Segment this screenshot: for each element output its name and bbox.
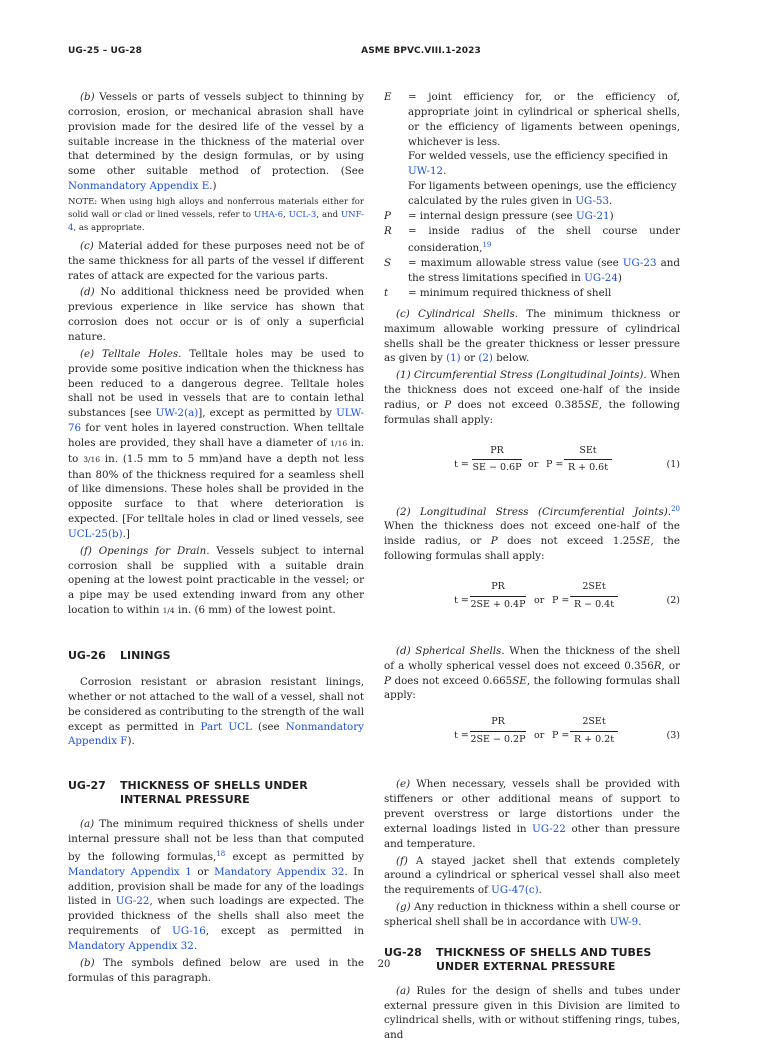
definition-E-welded: For welded vessels, use the efficiency specified in UW-12.: [408, 150, 668, 178]
equation-3: t = PR 2SE − 0.2P or P = 2SEt R + 0.2t (3): [454, 716, 680, 746]
link-ug-53[interactable]: UG-53: [575, 194, 610, 207]
paragraph-ug25-f: (f) Openings for Drain. Vessels subject to internal corrosion shall be supplied with a suitable drain opening at the lowest point practicable in the vessel; or a pipe may be used extending inward from any other location to within 1/4 in. (6 mm) of the lowest point.: [68, 544, 365, 617]
paragraph-ug27-a: (a) The minimum required thickness of shells under internal pressure shall not be less than that computed by the following formulas,$^{18}$ except as permitted by Mandatory Appendix 1 or Mandatory Appendix 32. In addition, provision shall be made for any of the loadings listed in UG-22, when such loadings are expected. The provided thickness of the shells shall also meet the requirements of UG-16, except as permitted in Mandatory Appendix 32.: [68, 818, 364, 952]
fraction: 1/4: [162, 606, 175, 616]
link-ug-22[interactable]: UG-22: [532, 822, 566, 835]
definition-R: R = inside radius of the shell course under consideration,$^{19}$: [384, 224, 680, 255]
equation-1: t = PR SE − 0.6P or P = SEt R + 0.6t (1): [454, 444, 680, 474]
paragraph-ug25-b: (b) Vessels or parts of vessels subject to thinning by corrosion, erosion, or mechanical abrasion shall have provision made for the desired life of the vessel by a suitable increase in the thickness of the material over that determined by the design formulas, or by using some other suitable method of protection. (See Nonmandatory Appendix E.): [68, 91, 364, 193]
running-header-left: UG-25 – UG-28: [68, 46, 142, 56]
footnote-ref-18[interactable]: 18: [216, 849, 226, 858]
link-ug-23[interactable]: UG-23: [622, 257, 657, 270]
link-ucl-3[interactable]: UCL-3: [288, 209, 317, 220]
link-ug-24[interactable]: UG-24: [584, 272, 618, 285]
paragraph-ug27-e: (e) When necessary, vessels shall be provided with stiffeners or other additional means of support to prevent overstress or large distortions under the external loadings listed in UG-22 other than pressure and temperature.: [384, 778, 680, 850]
footnote-ref-19[interactable]: 19: [482, 241, 492, 250]
right-column: [384, 90, 680, 1045]
section-heading-ug26: UG-26 LININGS: [68, 649, 171, 662]
left-column: [68, 90, 364, 988]
definition-t: t = minimum required thickness of shell: [384, 286, 612, 299]
link-ulw-76[interactable]: ULW-76: [68, 407, 364, 435]
link-uw-12[interactable]: UW-12: [408, 165, 444, 178]
page-number: 20: [377, 959, 391, 970]
link-item-1[interactable]: (1): [446, 352, 461, 365]
link-ug-21[interactable]: UG-21: [575, 209, 610, 222]
note: NOTE: When using high alloys and nonferrous materials either for solid wall or clad or lined vessels, refer to UHA-6, UCL-3, and UNF-4, as appropriate.: [68, 196, 364, 233]
definition-P: P = internal design pressure (see UG-21): [384, 209, 614, 222]
paragraph-ug27-f: (f) A stayed jacket shell that extends completely around a cylindrical or spherical vessel shall also meet the requirements of UG-47(c).: [384, 854, 680, 897]
link-ug-16[interactable]: UG-16: [172, 925, 206, 938]
paragraph-ug28-a: (a) Rules for the design of shells and tubes under external pressure given in this Division are limited to cylindrical shells, with or without stiffening rings, tubes, and: [384, 984, 680, 1042]
fraction: 3/16: [83, 454, 101, 464]
link-mandatory-appendix-1[interactable]: Mandatory Appendix 1: [68, 865, 192, 878]
paragraph-ug25-d: (d) No additional thickness need be provided when previous experience in like service has shown that corrosion does not occur or is of only a superficial nature.: [68, 286, 364, 343]
link-mandatory-appendix-32[interactable]: Mandatory Appendix 32: [68, 939, 194, 952]
link-nonmandatory-appendix-f[interactable]: Nonmandatory Appendix F: [68, 720, 364, 748]
paragraph-ug25-e: (e) Telltale Holes. Telltale holes may be used to provide some positive indication when the thickness has been reduced to a dangerous degree. Telltale holes shall not be used in vessels that are to contain lethal substances [see UW-2(a)], except as permitted by ULW-76 for vent holes in layered construction. When telltale holes are provided, they shall have a diameter of 1/16 in. to 3/16 in. (1.5 mm to 5 mm)and have a depth not less than 80% of the thickness required for a seamless shell of like dimensions. These holes shall be provided in the opposite surface to that where deterioration is expected. [For telltale holes in clad or lined vessels, see UCL-25(b).]: [68, 347, 364, 540]
link-unf-4[interactable]: UNF-4: [68, 209, 364, 233]
link-uha-6[interactable]: UHA-6: [254, 209, 284, 220]
paragraph-ug27-g: (g) Any reduction in thickness within a shell course or spherical shell shall be in accordance with UW-9.: [384, 901, 680, 928]
paragraph-ug27-d: (d) Spherical Shells. When the thickness of the shell of a wholly spherical vessel does not exceed 0.356R, or P does not exceed 0.665SE, the following formulas shall apply:: [384, 644, 681, 702]
paragraph-ug25-c: (c) Material added for these purposes need not be of the same thickness for all parts of the vessel if different rates of attack are expected for the various parts.: [68, 239, 364, 282]
running-header-center: ASME BPVC.VIII.1-2023: [361, 46, 481, 56]
link-nonmandatory-appendix-e[interactable]: Nonmandatory Appendix E: [68, 180, 210, 193]
fraction: 1/16: [330, 438, 348, 448]
link-ucl-25b[interactable]: UCL-25(b): [68, 527, 123, 540]
section-heading-ug28: UG-28 THICKNESS OF SHELLS AND TUBES UNDER EXTERNAL PRESSURE: [384, 945, 652, 973]
section-heading-ug27: UG-27 THICKNESS OF SHELLS UNDER INTERNAL PRESSURE: [68, 779, 308, 807]
definition-E-ligaments: For ligaments between openings, use the efficiency calculated by the rules given in UG-53.: [408, 180, 677, 207]
paragraph-ug27-c: (c) Cylindrical Shells. The minimum thickness or maximum allowable working pressure of cylindrical shells shall be the greater thickness or lesser pressure as given by (1) or (2) below.: [384, 307, 680, 365]
link-mandatory-appendix-32[interactable]: Mandatory Appendix 32: [214, 865, 345, 878]
link-ug-22[interactable]: UG-22: [115, 895, 150, 908]
paragraph-ug27-b: (b) The symbols defined below are used in the formulas of this paragraph.: [68, 956, 364, 984]
footnote-ref-20[interactable]: 20: [671, 504, 680, 513]
paragraph-ug26: Corrosion resistant or abrasion resistant linings, whether or not attached to the wall of a vessel, shall not be considered as contributing to the strength of the wall except as permitted in Part UCL (see Nonmandatory Appendix F).: [68, 676, 364, 748]
link-ug-47c[interactable]: UG-47(c): [491, 884, 539, 897]
definition-E: E = joint efficiency for, or the efficiency of, appropriate joint in cylindrical or spherical shells, or the efficiency of ligaments between openings, whichever is less.: [384, 91, 680, 148]
equation-2: t = PR 2SE + 0.4P or P = 2SEt R − 0.4t (2): [454, 580, 680, 610]
link-part-ucl[interactable]: Part UCL: [200, 720, 252, 733]
link-uw-2a[interactable]: UW-2(a): [155, 407, 199, 420]
definition-S: S = maximum allowable stress value (see UG-23 and the stress limitations specified in UG-24): [384, 257, 680, 285]
link-item-2[interactable]: (2): [478, 352, 493, 365]
symbol-definitions: [384, 90, 680, 301]
link-uw-9[interactable]: UW-9: [609, 915, 639, 928]
paragraph-ug27-c2: (2) Longitudinal Stress (Circumferential Joints).$^{20}$ When the thickness does not exceed one-half of the inside radius, or P does not exceed 1.25SE, the following formulas shall apply:: [384, 504, 680, 563]
paragraph-ug27-c1: (1) Circumferential Stress (Longitudinal Joints). When the thickness does not exceed one-half of the inside radius, or P does not exceed 0.385SE, the following formulas shall apply:: [384, 369, 680, 426]
